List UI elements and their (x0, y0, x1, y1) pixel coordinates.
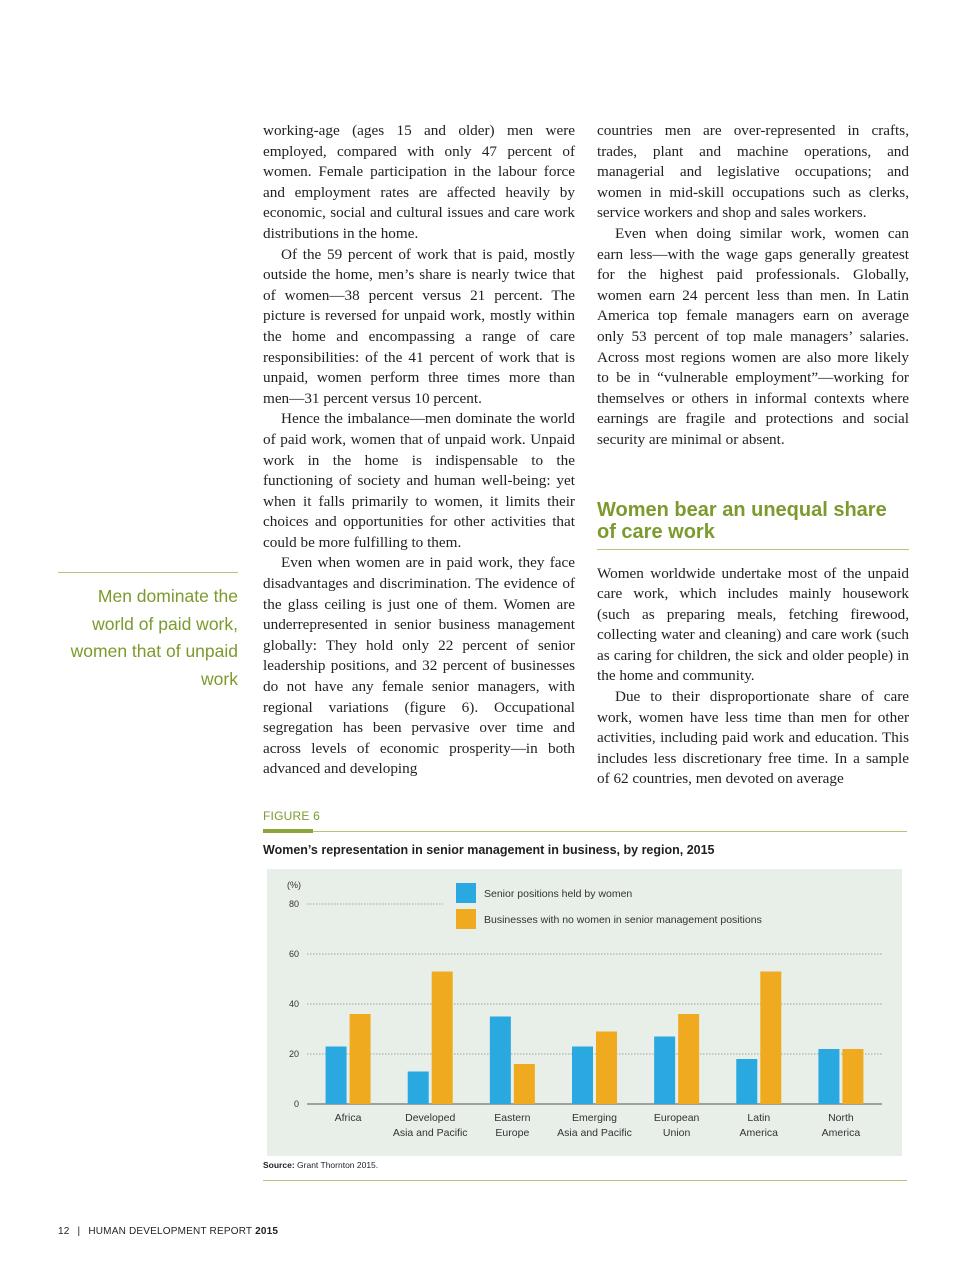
paragraph: Even when women are in paid work, they face disadvantages and discrimination. The evidence of the glass ceiling is just one of them. Women are underrepresented in senior business management globally: They hold only 22 percent of senior leadership positions, and 32 percent of businesses do not have any female senior managers, with regional variations (figure 6). Occupational segregation has been pervasive over time and across levels of economic prosperity—in both advanced and developing (263, 554, 575, 778)
bar-senior-positions (408, 1072, 429, 1105)
section-heading: Women bear an unequal share of care work (597, 499, 909, 550)
figure-label-text: FIGURE 6 (263, 809, 320, 823)
figure-title: Women’s representation in senior management in business, by region, 2015 (263, 843, 715, 857)
category-label: European (653, 1112, 700, 1124)
pull-quote: Men dominate the world of paid work, women that of unpaid work (58, 572, 238, 693)
paragraph: Even when doing similar work, women can earn less—with the wage gaps generally greatest for the highest paid professionals. Globally, women earn 24 percent less than men. In Latin America top female managers earn on average only 53 percent of top male managers’ salaries. Across most regions women are also more likely to be in “vulnerable employment”—working for themselves or others in informal contexts where earnings are fragile and protections and social security are minimal or absent. (597, 224, 909, 448)
category-label: Africa (334, 1112, 362, 1124)
y-tick-label: 0 (293, 1099, 299, 1109)
figure-source (263, 1160, 907, 1181)
y-tick-label: 40 (288, 999, 299, 1009)
category-label: Asia and Pacific (392, 1127, 468, 1139)
legend-label: Senior positions held by women (484, 888, 633, 900)
bar-senior-positions (490, 1017, 511, 1105)
legend-label: Businesses with no women in senior management positions (484, 914, 762, 926)
category-label: Union (662, 1127, 691, 1139)
category-label: America (739, 1127, 779, 1139)
body-column-right (597, 121, 909, 790)
body-column-left (263, 121, 575, 780)
paragraph: Women worldwide undertake most of the unpaid care work, which includes mainly housework (such as preparing meals, fetching firewood, collecting water and cleaning) and care work (such as caring for children, the sick and older people) in the home and community. (597, 564, 909, 685)
bar-senior-positions (736, 1059, 757, 1104)
y-axis-label: (%) (287, 880, 301, 890)
source-label: Source: (263, 1160, 295, 1170)
bar-no-women-businesses (678, 1014, 699, 1104)
figure-label (263, 809, 907, 832)
page-footer (58, 1226, 278, 1237)
figure-label-accent (263, 829, 313, 833)
bar-no-women-businesses (514, 1064, 535, 1104)
category-label: Eastern (494, 1112, 531, 1124)
category-label: Developed (405, 1112, 456, 1124)
category-label: Latin (747, 1112, 771, 1124)
paragraph: working-age (ages 15 and older) men were employed, compared with only 47 percent of women. Female participation in the labour force and employment rates are affected heavily by economic, social and cultural issues and care work distributions in the home. (263, 122, 575, 242)
y-tick-label: 60 (288, 949, 299, 959)
legend-swatch (456, 883, 476, 903)
bar-no-women-businesses (350, 1014, 371, 1104)
report-year: 2015 (255, 1226, 279, 1237)
chart-panel (267, 869, 902, 1156)
bar-no-women-businesses (842, 1049, 863, 1104)
bar-no-women-businesses (596, 1032, 617, 1105)
paragraph: Hence the imbalance—men dominate the world of paid work, women that of unpaid work. Unpaid work in the home is indispensable to the functioning of society and human well-being: yet when it falls primarily to women, it limits their choices and opportunities for other activities that could be more fulfilling to them. (263, 410, 575, 551)
footer-separator: | (77, 1226, 81, 1237)
paragraph: Due to their disproportionate share of care work, women have less time than men for other activities, including paid work and education. This includes less discretionary free time. In a sample of 62 countries, men devoted on average (597, 688, 909, 788)
bar-no-women-businesses (760, 972, 781, 1105)
y-tick-label: 20 (288, 1049, 299, 1059)
paragraph: countries men are over-represented in crafts, trades, plant and machine operations, and managerial and legislative occupations; and women in mid-skill occupations such as clerks, service workers and shop and sales workers. (597, 122, 909, 222)
bar-senior-positions (818, 1049, 839, 1104)
bar-senior-positions (572, 1047, 593, 1105)
category-label: Europe (495, 1127, 530, 1139)
bar-chart (267, 869, 902, 1156)
category-label: Emerging (572, 1112, 617, 1124)
source-text: Grant Thornton 2015. (297, 1160, 379, 1170)
bar-senior-positions (326, 1047, 347, 1105)
page-number: 12 (58, 1226, 70, 1237)
category-label: Asia and Pacific (557, 1127, 632, 1139)
bar-senior-positions (654, 1037, 675, 1105)
bar-no-women-businesses (432, 972, 453, 1105)
category-label: North (828, 1112, 854, 1124)
y-tick-label: 80 (288, 899, 299, 909)
category-label: America (821, 1127, 861, 1139)
paragraph: Of the 59 percent of work that is paid, mostly outside the home, men’s share is nearly twice that of women—38 percent versus 21 percent. The picture is reversed for unpaid work, mostly within the home and encompassing a range of care responsibilities: of the 41 percent of work that is unpaid, women perform three times more than men—31 percent versus 10 percent. (263, 245, 575, 407)
report-name: HUMAN DEVELOPMENT REPORT (88, 1226, 253, 1237)
legend-swatch (456, 909, 476, 929)
